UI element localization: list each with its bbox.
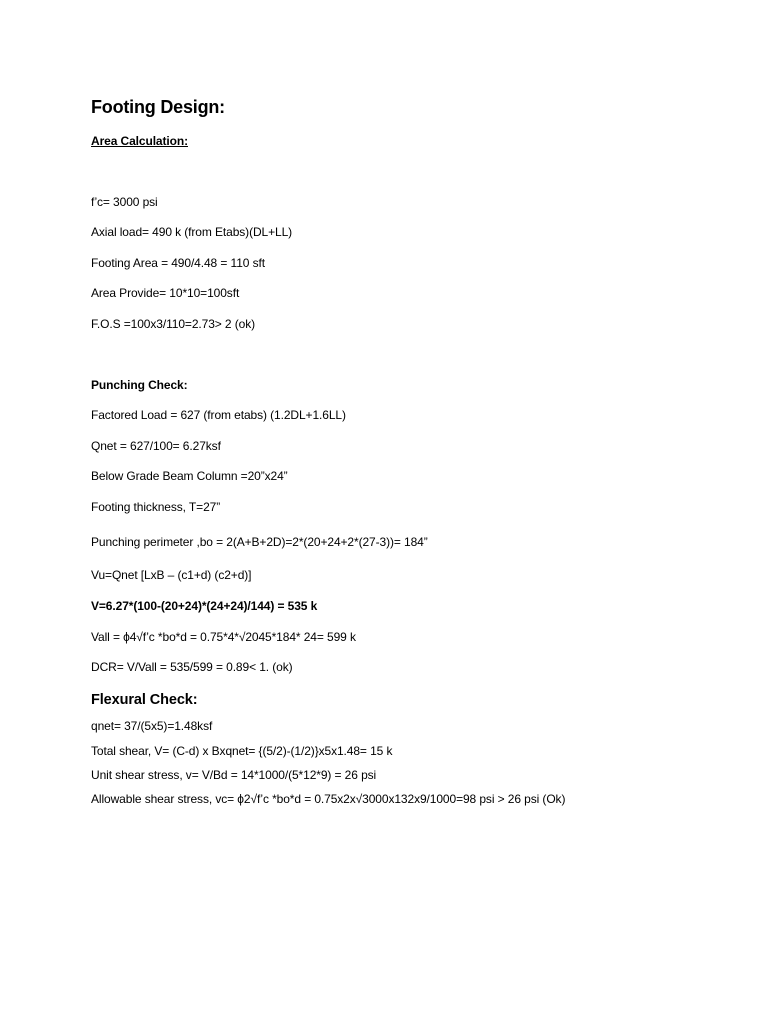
v-calculation-line: V=6.27*(100-(20+24)*(24+24)/144) = 535 k — [91, 599, 318, 613]
area-provide-line: Area Provide= 10*10=100sft — [91, 286, 240, 300]
footing-thickness-line: Footing thickness, T=27” — [91, 500, 221, 514]
vall-calculation-line: Vall = ϕ4√f’c *bo*d = 0.75*4*√2045*184* 24= 599 k — [91, 630, 356, 644]
total-shear-line: Total shear, V= (C-d) x Bxqnet= {(5/2)-(1/2)}x5x1.48= 15 k — [91, 744, 393, 758]
footing-area-line: Footing Area = 490/4.48 = 110 sft — [91, 256, 265, 270]
area-calculation-heading: Area Calculation: — [91, 134, 188, 148]
dcr-line: DCR= V/Vall = 535/599 = 0.89< 1. (ok) — [91, 660, 293, 674]
allowable-shear-stress-line: Allowable shear stress, vc= ϕ2√f’c *bo*d = 0.75x2x√3000x132x9/1000=98 psi > 26 psi (Ok) — [91, 792, 566, 806]
flexural-qnet-line: qnet= 37/(5x5)=1.48ksf — [91, 719, 213, 733]
punching-check-heading: Punching Check: — [91, 378, 188, 392]
vu-formula-line: Vu=Qnet [LxB – (c1+d) (c2+d)] — [91, 568, 252, 582]
factor-of-safety-line: F.O.S =100x3/110=2.73> 2 (ok) — [91, 317, 255, 331]
factored-load-line: Factored Load = 627 (from etabs) (1.2DL+1.6LL) — [91, 408, 346, 422]
concrete-strength-line: f’c= 3000 psi — [91, 195, 158, 209]
punching-perimeter-line: Punching perimeter ,bo = 2(A+B+2D)=2*(20+24+2*(27-3))= 184” — [91, 535, 428, 549]
axial-load-line: Axial load= 490 k (from Etabs)(DL+LL) — [91, 225, 293, 239]
grade-beam-column-line: Below Grade Beam Column =20”x24” — [91, 469, 288, 483]
flexural-check-heading: Flexural Check: — [91, 692, 198, 708]
qnet-line: Qnet = 627/100= 6.27ksf — [91, 439, 221, 453]
unit-shear-stress-line: Unit shear stress, v= V/Bd = 14*1000/(5*12*9) = 26 psi — [91, 768, 377, 782]
document-title: Footing Design: — [91, 97, 225, 117]
